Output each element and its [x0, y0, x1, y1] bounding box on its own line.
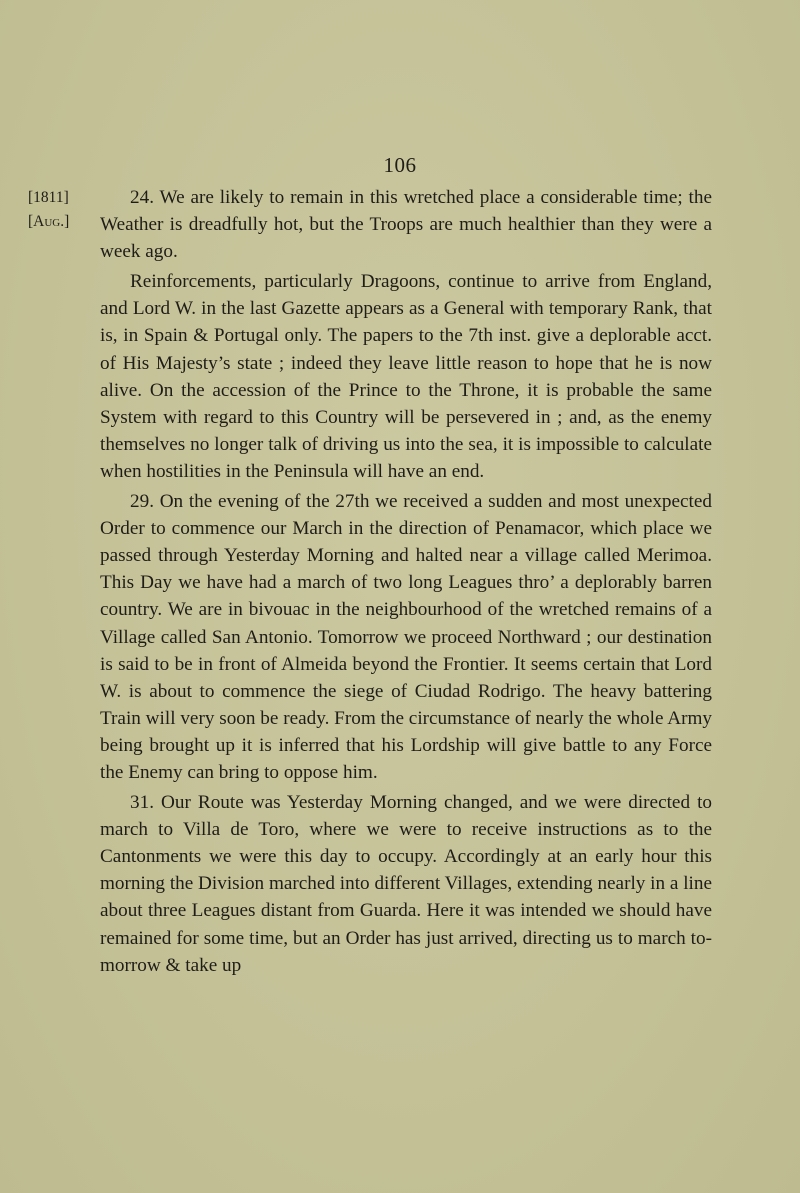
margin-date-year: [1811] — [28, 189, 69, 206]
paragraph-entry-31: 31. Our Route was Yesterday Morning changed, and we were directed to march to Villa de Toro, where we were to receive instructions as to the Cantonments we were this day to occupy. Accordingly at an early hour this morning the Division marched into different Villages, extending nearly in a line about three Leagues distant from Guarda. Here it was intended we should have remained for some time, but an Order has just arrived, directing us to march to-morrow & take up — [100, 792, 712, 976]
page-body — [100, 184, 712, 982]
margin-date-month: [Aug.] — [28, 213, 70, 230]
page-number: 106 — [383, 153, 417, 177]
paragraph-entry-29: 29. On the evening of the 27th we received a sudden and most unexpected Order to commence our March in the direction of Penamacor, which place we passed through Yesterday Morning and halted near a village called Merimoa. This Day we have had a march of two long Leagues thro’ a deplorably barren country. We are in bivouac in the neighbourhood of the wretched remains of a Village called San Antonio. Tomorrow we proceed Northward ; our destination is said to be in front of Almeida beyond the Frontier. It seems certain that Lord W. is about to commence the siege of Ciudad Rodrigo. The heavy battering Train will very soon be ready. From the circumstance of nearly the whole Army being brought up it is inferred that his Lordship will give battle to any Force the Enemy can bring to oppose him. — [100, 491, 712, 783]
paragraph-entry-24: 24. We are likely to remain in this wretched place a considerable time; the Weather is dreadfully hot, but the Troops are much healthier than they were a week ago. — [100, 187, 712, 263]
paragraph-reinforcements: Reinforcements, particularly Dragoons, continue to arrive from England, and Lord W. in the last Gazette appears as a General with temporary Rank, that is, in Spain & Portugal only. The papers to the 7th inst. give a deplorable acct. of His Majesty’s state ; indeed they leave little reason to hope that he is now alive. On the accession of the Prince to the Throne, it is probable the same System with regard to this Country will be persevered in ; and, as the enemy themselves no longer talk of driving us into the sea, it is impossible to calculate when hostilities in the Peninsula will have an end. — [100, 271, 712, 482]
